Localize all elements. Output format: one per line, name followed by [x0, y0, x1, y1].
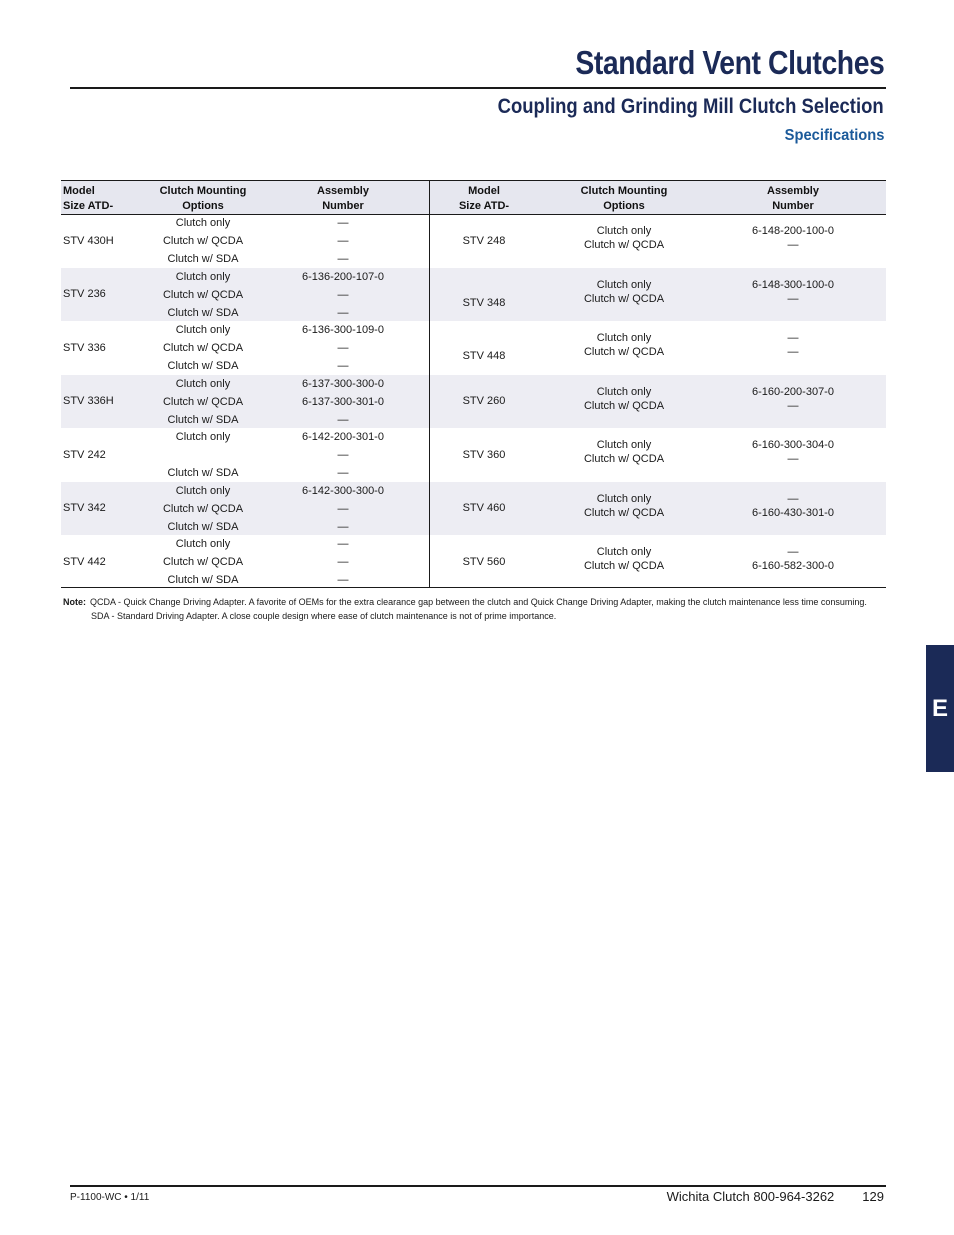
mounting-option-cell: Clutch w/ QCDA — [162, 556, 244, 568]
mounting-option-cell: Clutch w/ SDA — [167, 467, 239, 479]
model-size-cell: STV 336 — [63, 341, 106, 354]
mounting-option-cell: Clutch w/ SDA — [167, 253, 239, 265]
catalog-number: P-1100-WC • 1/11 — [70, 1192, 150, 1203]
page-number: 129 — [862, 1189, 884, 1204]
table-bottom-rule — [61, 587, 886, 588]
mounting-option-cell: Clutch only — [175, 377, 231, 390]
assembly-number-cell: 6-136-200-107-0 — [302, 270, 384, 283]
assembly-number-cell: — — [337, 502, 349, 515]
mounting-option-cell: Clutch only — [596, 546, 652, 558]
assembly-number-cell: — — [787, 332, 799, 344]
model-size-cell: STV 236 — [63, 288, 106, 300]
table-header — [61, 180, 886, 215]
header-options-right — [564, 184, 684, 214]
mounting-option-cell: Clutch w/ QCDA — [162, 288, 244, 301]
mounting-option-cell: Clutch w/ QCDA — [162, 395, 244, 408]
mounting-option-cell: Clutch only — [175, 324, 231, 336]
assembly-number-cell: — — [337, 360, 349, 372]
mounting-option-cell: Clutch only — [596, 225, 652, 237]
mounting-option-cell: Clutch only — [596, 385, 652, 398]
note-qcda: QCDA - Quick Change Driving Adapter. A favorite of OEMs for the extra clearance gap between the clutch and Quick Change Driving Adapter, making the clutch maintenance less time consuming. — [90, 597, 867, 607]
mounting-option-cell: Clutch only — [596, 332, 652, 344]
mounting-option-cell: Clutch w/ QCDA — [583, 453, 665, 465]
assembly-number-cell: — — [787, 546, 799, 558]
assembly-number-cell: — — [337, 449, 349, 461]
company-phone: Wichita Clutch 800-964-3262 — [666, 1189, 835, 1204]
header-text: Assembly — [767, 185, 819, 197]
assembly-number-cell: 6-137-300-300-0 — [302, 377, 384, 390]
model-size-cell: STV 430H — [63, 234, 114, 247]
header-text: Model — [468, 185, 500, 197]
assembly-number-cell: — — [787, 492, 799, 505]
section-heading: Specifications — [784, 127, 884, 144]
assembly-number-cell: 6-160-430-301-0 — [752, 506, 834, 519]
model-size-cell: STV 460 — [462, 502, 506, 514]
mounting-option-cell: Clutch w/ QCDA — [162, 342, 244, 354]
assembly-number-cell: — — [787, 292, 799, 305]
header-text: Size ATD- — [63, 200, 114, 212]
mounting-option-cell: Clutch w/ SDA — [167, 360, 239, 372]
mounting-option-cell: Clutch w/ QCDA — [583, 506, 665, 519]
footnote-line-1 — [63, 595, 893, 609]
assembly-number-cell: — — [787, 346, 799, 358]
header-text: Number — [772, 200, 814, 212]
header-text: Number — [322, 200, 364, 212]
header-options-left — [143, 184, 263, 214]
mounting-option-cell: Clutch w/ QCDA — [162, 235, 244, 247]
mounting-option-cell: Clutch w/ SDA — [167, 413, 239, 426]
assembly-number-cell: — — [337, 342, 349, 354]
model-size-cell: STV 336H — [63, 395, 114, 407]
assembly-number-cell: — — [337, 413, 349, 426]
mounting-option-cell: Clutch w/ SDA — [167, 574, 239, 586]
mounting-option-cell: Clutch only — [175, 431, 231, 443]
assembly-number-cell: — — [337, 288, 349, 301]
assembly-number-cell: — — [337, 538, 349, 550]
footer-rule — [70, 1185, 886, 1187]
mounting-option-cell: Clutch only — [596, 492, 652, 505]
note-sda: SDA - Standard Driving Adapter. A close couple design where ease of clutch maintenance is not of prime importance. — [91, 611, 557, 621]
assembly-number-cell: 6-148-200-100-0 — [752, 225, 834, 237]
header-assembly-left — [283, 184, 403, 214]
assembly-number-cell: — — [337, 217, 349, 229]
model-size-cell: STV 360 — [462, 448, 506, 461]
model-size-cell: STV 342 — [63, 502, 106, 514]
mounting-option-cell: Clutch w/ SDA — [167, 520, 239, 533]
header-model-left — [63, 184, 113, 214]
assembly-number-cell: 6-137-300-301-0 — [302, 395, 384, 408]
model-size-cell: STV 248 — [462, 234, 506, 247]
assembly-number-cell: — — [787, 453, 799, 465]
mounting-option-cell: Clutch w/ QCDA — [583, 560, 665, 572]
mounting-option-cell: Clutch w/ QCDA — [583, 292, 665, 305]
mounting-option-cell: Clutch w/ QCDA — [583, 399, 665, 412]
assembly-number-cell: — — [337, 235, 349, 247]
header-text: Size ATD- — [458, 200, 510, 212]
footer-company — [667, 1189, 884, 1204]
header-text: Options — [182, 200, 224, 212]
header-text: Clutch Mounting — [159, 185, 247, 197]
note-label: Note: — [63, 597, 86, 607]
mounting-option-cell: Clutch only — [175, 270, 231, 283]
header-text: Options — [603, 200, 645, 212]
model-size-cell: STV 260 — [462, 395, 506, 407]
assembly-number-cell: — — [337, 556, 349, 568]
model-size-cell: STV 348 — [462, 296, 506, 309]
mounting-option-cell: Clutch only — [596, 278, 652, 291]
assembly-number-cell: — — [337, 467, 349, 479]
mounting-option-cell: Clutch only — [175, 538, 231, 550]
header-model-right — [434, 184, 534, 214]
mounting-option-cell: Clutch w/ QCDA — [583, 346, 665, 358]
assembly-number-cell: — — [337, 253, 349, 265]
header-text: Model — [63, 185, 95, 197]
model-size-cell: STV 560 — [462, 555, 506, 568]
assembly-number-cell: 6-142-200-301-0 — [302, 431, 384, 443]
model-size-cell: STV 242 — [63, 448, 106, 461]
assembly-number-cell: 6-148-300-100-0 — [752, 278, 834, 291]
assembly-number-cell: 6-160-200-307-0 — [752, 385, 834, 398]
assembly-number-cell: 6-160-300-304-0 — [752, 439, 834, 451]
assembly-number-cell: — — [337, 574, 349, 586]
header-assembly-right — [733, 184, 853, 214]
mounting-option-cell: Clutch w/ QCDA — [583, 239, 665, 251]
assembly-number-cell: 6-136-300-109-0 — [302, 324, 384, 336]
title-rule — [70, 87, 886, 89]
header-text: Assembly — [317, 185, 369, 197]
mounting-option-cell: Clutch only — [596, 439, 652, 451]
assembly-number-cell: — — [337, 306, 349, 319]
header-text: Clutch Mounting — [580, 185, 668, 197]
assembly-number-cell: 6-142-300-300-0 — [302, 484, 384, 497]
section-tab-e[interactable]: E — [926, 645, 954, 772]
model-size-cell: STV 448 — [462, 350, 506, 362]
mounting-option-cell: Clutch w/ SDA — [167, 306, 239, 319]
mounting-option-cell: Clutch only — [175, 484, 231, 497]
assembly-number-cell: — — [787, 239, 799, 251]
assembly-number-cell: — — [337, 520, 349, 533]
model-size-cell: STV 442 — [63, 555, 106, 568]
assembly-number-cell: 6-160-582-300-0 — [752, 560, 834, 572]
mounting-option-cell: Clutch w/ QCDA — [162, 502, 244, 515]
footnote — [63, 595, 893, 623]
column-divider — [429, 180, 430, 588]
mounting-option-cell: Clutch only — [175, 217, 231, 229]
assembly-number-cell: — — [787, 399, 799, 412]
page-title: Standard Vent Clutches — [574, 44, 884, 81]
page-subtitle: Coupling and Grinding Mill Clutch Selection — [497, 95, 884, 118]
